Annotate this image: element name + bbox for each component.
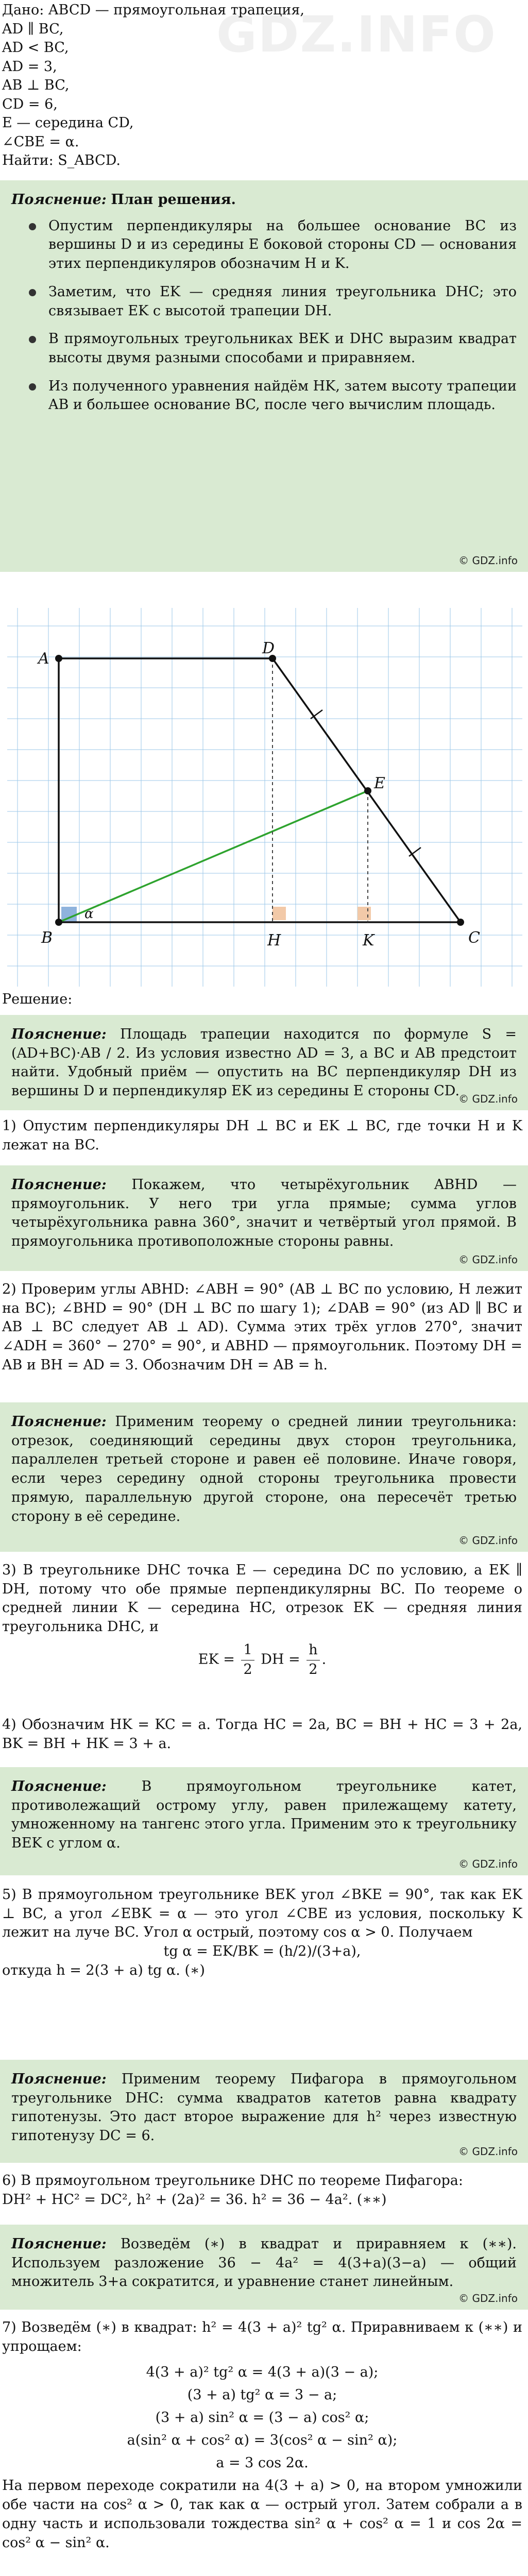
step-6	[2, 2172, 522, 2209]
derivation	[2, 2363, 522, 2477]
vertex-points	[55, 655, 464, 926]
plan-list	[11, 217, 517, 415]
step-text: На первом переходе сократили на 4(3 + a) > 0, на втором умножили обе части на cos² α > 0, так как α — острый угол. Затем собрали a в одну часть и использовали тождества sin² α + cos² α = 1 и cos 2α = cos² α − sin² α.	[2, 2478, 522, 2551]
label-e: E	[374, 774, 385, 792]
segment-be	[59, 791, 368, 922]
step-text: 6) В прямоугольном треугольнике DHC по теореме Пифагора:	[2, 2173, 463, 2189]
given-line: AD < BC,	[2, 40, 69, 56]
solution-label: Решение:	[2, 991, 73, 1007]
right-angle-k	[357, 907, 371, 920]
given-line: E — середина CD,	[2, 115, 134, 131]
note-box	[0, 2060, 528, 2163]
label-h: H	[267, 931, 281, 950]
denominator: 2	[309, 1661, 318, 1677]
formula-tg: tg α = EK/BK = (h/2)/(3+a),	[163, 1943, 361, 1960]
gdz-credit: © GDZ.info	[458, 1534, 518, 1547]
note-text: Применим теорему о средней линии треугольника: отрезок, соединяющий середины двух сторон треугольника, параллелен третьей стороне и равен её половине. Иначе говоря, если через середину одной стороны треугольника провести прямую, параллельную другой стороне, она пересечёт третью сторону в её середине.	[11, 1414, 517, 1524]
note-box	[0, 1402, 528, 1552]
note-text: Покажем, что четырёхугольник ABHD — прямоугольник. У него три угла прямые; сумма углов четырёхугольника равна 360°, значит и четвёртый угол прямой. В прямоугольника противоположные стороны равны.	[11, 1177, 517, 1250]
plan-box	[0, 180, 528, 572]
note-label: Пояснение:	[11, 1177, 107, 1193]
label-d: D	[262, 639, 275, 657]
label-alpha: α	[84, 906, 94, 922]
given-line: Найти: S_ABCD.	[2, 152, 121, 168]
fraction	[241, 1641, 254, 1679]
step-text: 2) Проверим углы ABHD: ∠ABH = 90° (AB ⊥ BC по условию, H лежит на BC); ∠BHD = 90° (DH ⊥ BC по шагу 1); ∠DAB = 90° (из AD ∥ BC и AB ⊥ BC следует AB ⊥ AD). Сумма этих трёх углов 270°, значит ∠ADH = 360° − 270° = 90°, и ABHD — прямоугольник. Поэтому DH = AB и BH = AD = 3. Обозначим DH = AB = h.	[2, 1281, 522, 1373]
gdz-credit: © GDZ.info	[458, 2292, 518, 2304]
step-4	[2, 1716, 522, 1753]
gdz-credit: © GDZ.info	[458, 1253, 518, 1266]
plan-title: План решения.	[111, 192, 236, 208]
note-label: Пояснение:	[11, 1778, 107, 1794]
note-label: Пояснение:	[11, 2236, 107, 2252]
note-text: Применим теорему Пифагора в прямоугольном треугольнике DHC: сумма квадратов катетов равна квадрату гипотенузы. Это даст второе выражение для h² через известную гипотенузу DC = 6.	[11, 2071, 517, 2144]
fraction	[306, 1641, 319, 1679]
formula-pythagoras: DH² + HC² = DC², h² + (2a)² = 36. h² = 36 − 4a². (∗∗)	[2, 2191, 387, 2208]
note-label: Пояснение:	[11, 1026, 107, 1042]
given-block	[2, 1, 304, 171]
numerator: h	[306, 1641, 319, 1660]
gdz-credit: © GDZ.info	[458, 554, 518, 567]
note-text: Площадь трапеции находится по формуле S = (AD+BC)·AB / 2. Из условия известно AD = 3, а BC и AB предстоит найти. Удобный приём — опустить на BC перпендикуляр DH из вершины D и перпендикуляр EK из середины E стороны CD.	[11, 1026, 517, 1099]
given-line: Дано: ABCD — прямоугольная трапеция,	[2, 2, 304, 18]
note-label: Пояснение:	[11, 2071, 107, 2087]
label-b: B	[41, 929, 53, 947]
numerator: 1	[241, 1641, 254, 1660]
given-line: CD = 6,	[2, 96, 58, 112]
note-text: В прямоугольном треугольнике катет, противолежащий острому углу, равен прилежащему катету, умноженному на тангенс этого угла. Применим это к треугольнику BEK с углом α.	[11, 1778, 517, 1852]
plan-label: Пояснение:	[11, 192, 107, 208]
formula-part: EK =	[198, 1651, 235, 1668]
gdz-credit: © GDZ.info	[458, 1092, 518, 1105]
right-angle-h	[272, 907, 286, 920]
note-box	[0, 1767, 528, 1875]
step-2	[2, 1280, 522, 1375]
label-c: C	[468, 929, 480, 947]
plan-item: В прямоугольных треугольниках BEK и DHC выразим квадрат высоты двумя разными способами и приравняем.	[11, 330, 517, 367]
plan-item: Опустим перпендикуляры на большее основание BC из вершины D и из середины E боковой стороны CD — основания этих перпендикуляров обозначим H и K.	[11, 217, 517, 274]
note-box	[0, 2225, 528, 2310]
trapezoid	[59, 658, 461, 922]
trapezoid-figure	[7, 608, 522, 987]
gdz-credit: © GDZ.info	[458, 1857, 518, 1870]
step-text: 3) В треугольнике DHC точка E — середина DC по условию, а EK ∥ DH, потому что обе прямые перпендикулярны BC. По теореме о средней линии K — середина HC, отрезок EK — средняя линия треугольника DHC, и	[2, 1562, 522, 1635]
plan-item: Заметим, что EK — средняя линия треугольника DHC; это связывает EK с высотой трапеции DH.	[11, 283, 517, 320]
label-k: K	[363, 931, 374, 950]
gdz-credit: © GDZ.info	[458, 2145, 518, 2158]
step-text: откуда h = 2(3 + a) tg α. (∗)	[2, 1962, 205, 1978]
note-text: Возведём (∗) в квадрат и приравняем к (∗∗). Используем разложение 36 − 4a² = 4(3+a)(3−a) — общий множитель 3+a сократится, и уравнение станет линейным.	[11, 2236, 517, 2290]
derivation-line: 4(3 + a)² tg² α = 4(3 + a)(3 − a);	[146, 2364, 379, 2381]
derivation-line: a(sin² α + cos² α) = 3(cos² α − sin² α);	[127, 2432, 398, 2449]
step-text: 5) В прямоугольном треугольнике BEK угол ∠BKE = 90°, так как EK ⊥ BC, а угол ∠EBK = α — это угол ∠CBE из условия, поскольку K лежит на луче BC. Угол α острый, поэтому cos α > 0. Получаем	[2, 1887, 522, 1941]
grid	[7, 608, 522, 987]
step-5	[2, 1886, 522, 1980]
watermark: GDZ.INFO	[216, 6, 497, 63]
given-line: ∠CBE = α.	[2, 133, 79, 150]
step-1	[2, 1117, 522, 1155]
step-7	[2, 2318, 522, 2552]
step-3	[2, 1561, 522, 1683]
plan-item: Из полученного уравнения найдём HK, затем высоту трапеции AB и большее основание BC, после чего вычислим площадь.	[11, 377, 517, 415]
note-box	[0, 1015, 528, 1110]
given-line: AD ∥ BC,	[2, 21, 64, 37]
derivation-line: (3 + a) sin² α = (3 − a) cos² α;	[155, 2410, 369, 2426]
label-a: A	[38, 650, 49, 668]
formula-part: DH =	[261, 1651, 300, 1668]
step-text: 7) Возведём (∗) в квадрат: h² = 4(3 + a)² tg² α. Приравниваем к (∗∗) и упрощаем:	[2, 2319, 522, 2354]
note-box	[0, 1165, 528, 1271]
denominator: 2	[243, 1661, 252, 1677]
step-text: 4) Обозначим HK = KC = a. Тогда HC = 2a, BC = BH + HC = 3 + 2a, BK = BH + HK = 3 + a.	[2, 1717, 522, 1752]
given-line: AB ⊥ BC,	[2, 77, 70, 93]
note-label: Пояснение:	[11, 1414, 107, 1430]
derivation-line: (3 + a) tg² α = 3 − a;	[187, 2387, 337, 2403]
step-text: 1) Опустим перпендикуляры DH ⊥ BC и EK ⊥ BC, где точки H и K лежат на BC.	[2, 1118, 522, 1153]
derivation-line: a = 3 cos 2α.	[216, 2455, 309, 2471]
formula-ek: EK = $\frac{1}{2}$ DH = $\frac{h}{2}$ .	[2, 1641, 522, 1679]
given-line: AD = 3,	[2, 58, 57, 75]
